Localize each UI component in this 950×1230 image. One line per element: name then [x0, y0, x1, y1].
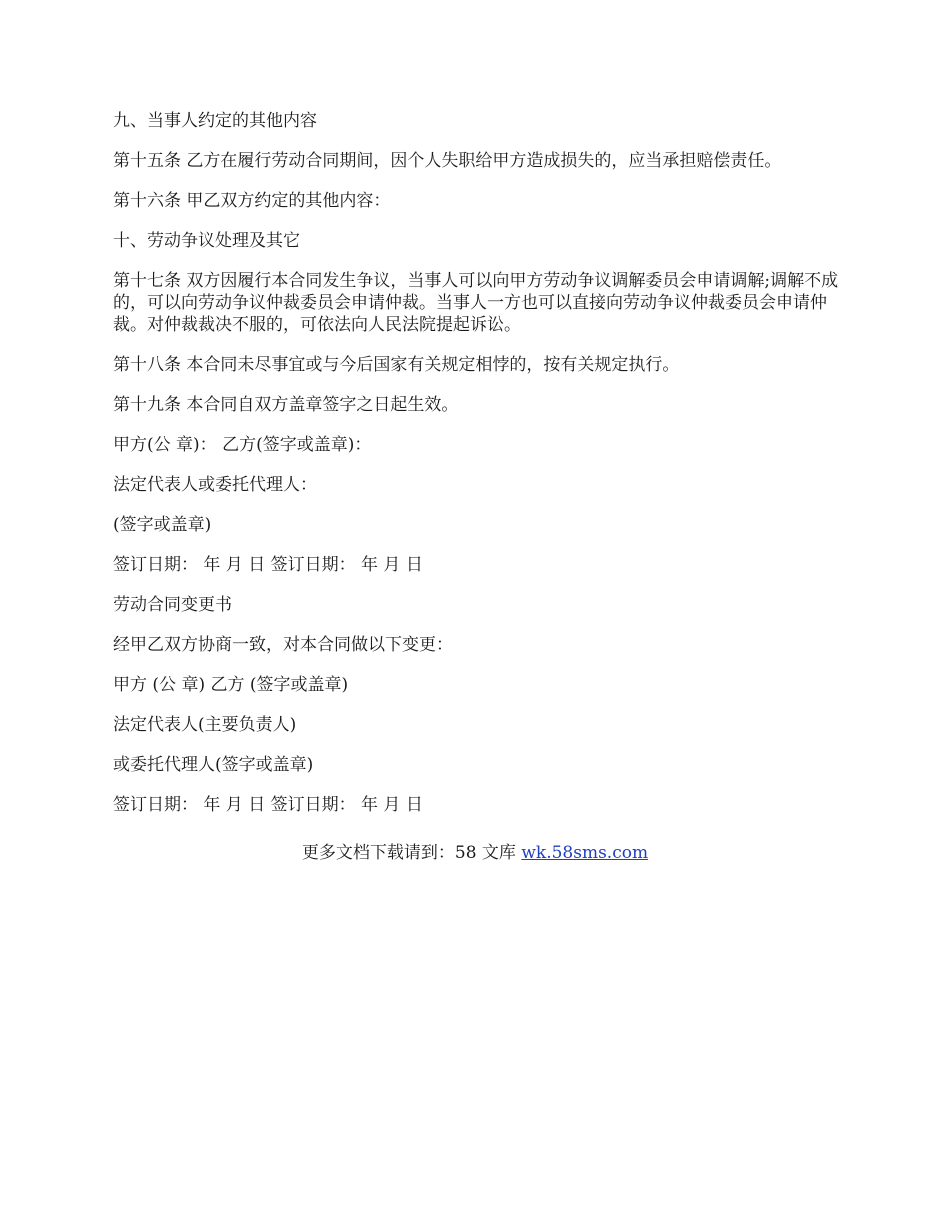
document-body — [113, 110, 843, 834]
legal-representative-line: 法定代表人或委托代理人： — [113, 475, 317, 495]
amendment-legal-rep-line: 法定代表人(主要负责人) — [113, 715, 297, 735]
article-19: 第十九条 本合同自双方盖章签字之日起生效。 — [113, 395, 459, 415]
amendment-title: 劳动合同变更书 — [113, 595, 232, 615]
footer-prefix-text: 更多文档下载请到：58 文库 — [301, 843, 522, 863]
amendment-intro: 经甲乙双方协商一致，对本合同做以下变更： — [113, 635, 453, 655]
download-footer — [0, 842, 950, 864]
signature-note: (签字或盖章) — [113, 515, 212, 535]
article-17: 第十七条 双方因履行本合同发生争议，当事人可以向甲方劳动争议调解委员会申请调解;调解不成的，可以向劳动争议仲裁委员会申请仲裁。当事人一方也可以直接向劳动争议仲裁委员会申请仲裁。对仲裁裁决不服的，可依法向人民法院提起诉讼。 — [113, 271, 839, 335]
amendment-agent-line: 或委托代理人(签字或盖章) — [113, 755, 314, 775]
amendment-party-line: 甲方 (公 章) 乙方 (签字或盖章) — [113, 675, 349, 695]
party-seal-line: 甲方(公 章)： 乙方(签字或盖章)： — [113, 435, 372, 455]
footer-site-link[interactable]: wk.58sms.com — [521, 843, 649, 863]
section-heading-disputes: 十、劳动争议处理及其它 — [113, 231, 300, 251]
article-16: 第十六条 甲乙双方约定的其他内容： — [113, 191, 391, 211]
amendment-signing-date-line: 签订日期： 年 月 日 签订日期： 年 月 日 — [113, 795, 423, 815]
signing-date-line: 签订日期： 年 月 日 签订日期： 年 月 日 — [113, 555, 423, 575]
article-18: 第十八条 本合同未尽事宜或与今后国家有关规定相悖的，按有关规定执行。 — [113, 355, 680, 375]
section-heading-other-terms: 九、当事人约定的其他内容 — [113, 111, 317, 131]
article-15: 第十五条 乙方在履行劳动合同期间，因个人失职给甲方造成损失的，应当承担赔偿责任。 — [113, 151, 782, 171]
